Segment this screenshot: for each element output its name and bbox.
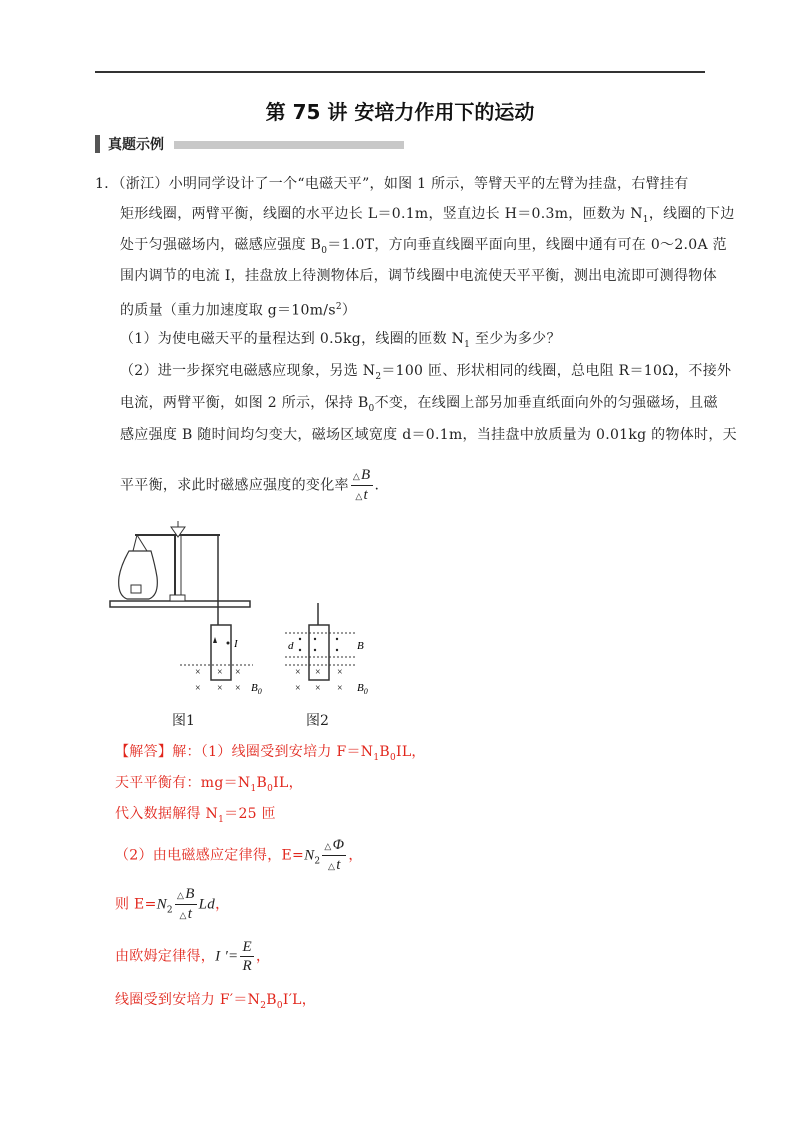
problem-line-3: 处于匀强磁场内，磁感应强度 $B_0=1.0T$，方向垂直线圈平面向里，线圈中通有可在 0～2.0A 范 bbox=[120, 237, 727, 256]
question-1: （1）为使电磁天平的量程达到 0.5kg，线圈的匝数 $N_1$ 至少为多少？ bbox=[120, 331, 561, 350]
cross-mark: × bbox=[315, 667, 321, 678]
cross-mark: × bbox=[315, 683, 321, 694]
question-2-line-2: 电流，两臂平衡，如图 2 所示，保持 $B_0$不变，在线圈上部另加垂直纸面向外的匀强磁场，且磁 bbox=[120, 395, 718, 414]
problem-line-1: 1．（浙江）小明同学设计了一个“电磁天平”，如图 1 所示，等臂天平的左臂为挂盘，右臂挂有 bbox=[95, 176, 689, 192]
current-label: I bbox=[234, 638, 238, 650]
figure-2-caption: 图2 bbox=[306, 713, 329, 729]
header-rule bbox=[95, 71, 705, 73]
problem-line-5: 的质量（重力加速度取 $g=10m/s^2$） bbox=[120, 302, 357, 319]
problem-line-4: 围内调节的电流 I，挂盘放上待测物体后，调节线圈中电流使天平平衡，测出电流即可测得物体 bbox=[120, 268, 717, 284]
fraction-dB-dt-2: $\frac{\triangle B}{\triangle t}$ bbox=[176, 886, 195, 922]
cross-mark: × bbox=[195, 667, 201, 678]
b-label: B bbox=[357, 640, 364, 652]
answer-line-3: 代入数据解得 $N_1=25$ 匝 bbox=[115, 806, 276, 825]
question-2-line-4: 平平衡，求此时磁感应强度的变化率 $\frac{\triangle B}{\triangle t}$ . bbox=[120, 467, 380, 503]
b0-label-1: $B_0$ bbox=[251, 682, 262, 696]
page-title: 第 75 讲 安培力作用下的运动 bbox=[265, 100, 535, 124]
answer-line-4: （2）由电磁感应定律得，$E=N_2$ $\frac{\triangle\Phi}{\triangle t}$ ， bbox=[115, 837, 363, 873]
cross-mark: × bbox=[295, 683, 301, 694]
problem-line-2: 矩形线圈，两臂平衡，线圈的水平边长 L＝0.1m，竖直边长 H＝0.3m，匝数为 $N_1$，线圈的下边 bbox=[120, 206, 735, 225]
question-2-line-3: 感应强度 B 随时间均匀变大，磁场区域宽度 d＝0.1m，当挂盘中放质量为 0.01kg 的物体时，天 bbox=[120, 427, 737, 443]
cross-mark: × bbox=[337, 667, 343, 678]
answer-line-6: 由欧姆定律得，I ′= $\frac{E}{R}$ ， bbox=[115, 939, 271, 974]
balance-figure bbox=[105, 515, 405, 705]
fraction-dPhi-dt: $\frac{\triangle\Phi}{\triangle t}$ bbox=[324, 837, 345, 873]
cross-mark: × bbox=[337, 683, 343, 694]
answer-line-7: 线圈受到安培力 $F'=N_2B_0I'L$， bbox=[115, 992, 317, 1011]
cross-mark: × bbox=[217, 683, 223, 694]
d-label: d bbox=[288, 640, 294, 652]
cross-mark: × bbox=[195, 683, 201, 694]
cross-mark: × bbox=[235, 683, 241, 694]
section-underline bbox=[174, 141, 404, 149]
figure-1-caption: 图1 bbox=[172, 713, 195, 729]
fraction-E-R: $\frac{E}{R}$ bbox=[242, 939, 252, 974]
question-2-line-1: （2）进一步探究电磁感应现象，另选 $N_2=100$ 匝、形状相同的线圈，总电阻 R＝10Ω，不接外 bbox=[120, 363, 732, 382]
answer-line-1: 【解答】解：（1）线圈受到安培力 $F=N_1B_0IL$， bbox=[115, 744, 426, 763]
answer-line-5: 则 $E=N_2$ $\frac{\triangle B}{\triangle t}$ Ld， bbox=[115, 886, 230, 922]
answer-line-2: 天平平衡有：$mg=N_1B_0IL$， bbox=[115, 775, 303, 794]
b0-label-2: $B_0$ bbox=[357, 682, 368, 696]
cross-mark: × bbox=[217, 667, 223, 678]
section-marker bbox=[95, 135, 100, 153]
section-label: 真题示例 bbox=[108, 137, 164, 153]
cross-mark: × bbox=[295, 667, 301, 678]
section-heading bbox=[95, 134, 404, 154]
fraction-dB-dt: $\frac{\triangle B}{\triangle t}$ bbox=[352, 467, 371, 503]
cross-mark: × bbox=[235, 667, 241, 678]
